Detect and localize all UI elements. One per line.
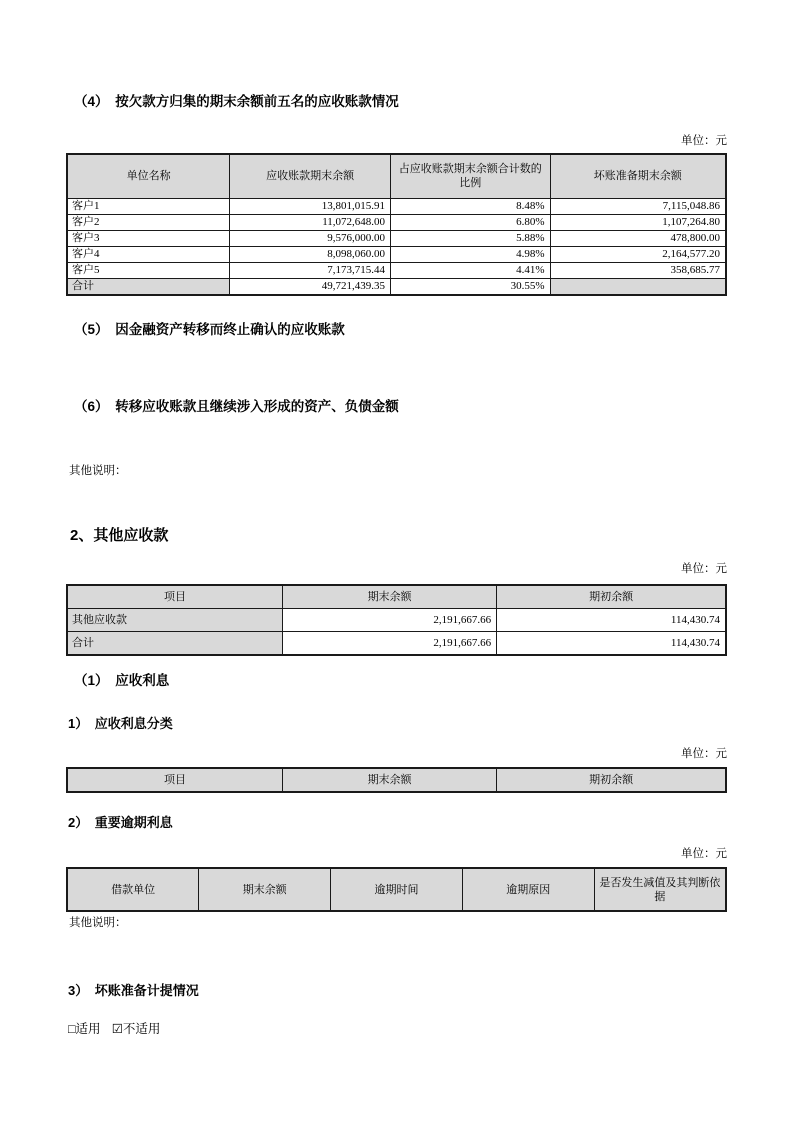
cell-total-balance: 49,721,439.35 <box>230 278 391 295</box>
cell-ratio: 5.88% <box>391 230 550 246</box>
cell-item: 其他应收款 <box>67 609 282 632</box>
section-heading-other-receivables: 2、其他应收款 <box>70 526 169 544</box>
header-ending-balance: 期末余额 <box>282 768 496 792</box>
cell-total-ratio: 30.55% <box>391 278 550 295</box>
table-row <box>67 262 726 278</box>
table-row <box>67 246 726 262</box>
cell-balance: 7,173,715.44 <box>230 262 391 278</box>
section-heading-6: （6） 转移应收账款且继续涉入形成的资产、负债金额 <box>74 398 399 414</box>
cell-customer: 客户5 <box>67 262 230 278</box>
top5-receivables-table <box>66 153 727 296</box>
header-beginning-balance: 期初余额 <box>497 768 726 792</box>
interest-classification-table <box>66 767 727 793</box>
header-overdue-reason: 逾期原因 <box>462 868 594 911</box>
unit-label: 单位：元 <box>681 848 727 860</box>
header-ending-balance: 期末余额 <box>199 868 331 911</box>
section-heading-interest-classification: 1） 应收利息分类 <box>68 716 173 731</box>
section-heading-bad-debt-provision: 3） 坏账准备计提情况 <box>68 983 199 998</box>
header-bad-debt-provision: 坏账准备期末余额 <box>550 154 726 198</box>
header-unit-name: 单位名称 <box>67 154 230 198</box>
cell-beginning: 114,430.74 <box>497 609 726 632</box>
header-beginning-balance: 期初余额 <box>497 585 726 609</box>
header-borrower: 借款单位 <box>67 868 199 911</box>
cell-balance: 13,801,015.91 <box>230 198 391 214</box>
cell-ending: 2,191,667.66 <box>282 609 496 632</box>
table-row <box>67 230 726 246</box>
overdue-interest-table <box>66 867 727 912</box>
section-heading-4: （4） 按欠款方归集的期末余额前五名的应收账款情况 <box>74 94 399 109</box>
cell-total-label: 合计 <box>67 632 282 656</box>
cell-provision: 358,685.77 <box>550 262 726 278</box>
cell-provision: 7,115,048.86 <box>550 198 726 214</box>
header-impairment-judgement: 是否发生减值及其判断依据 <box>594 868 726 911</box>
unit-label: 单位：元 <box>681 562 727 575</box>
checkbox-not-applicable-checked: ☑不适用 <box>111 1022 161 1036</box>
cell-ratio: 4.41% <box>391 262 550 278</box>
cell-provision: 1,107,264.80 <box>550 214 726 230</box>
header-ending-balance: 期末余额 <box>282 585 496 609</box>
cell-balance: 9,576,000.00 <box>230 230 391 246</box>
cell-ratio: 4.98% <box>391 246 550 262</box>
table-total-row <box>67 632 726 656</box>
cell-total-label: 合计 <box>67 278 230 295</box>
header-item: 项目 <box>67 768 282 792</box>
other-note-label: 其他说明： <box>69 917 127 929</box>
unit-label: 单位：元 <box>681 135 727 147</box>
section-heading-overdue-interest: 2） 重要逾期利息 <box>68 815 173 830</box>
cell-provision: 2,164,577.20 <box>550 246 726 262</box>
table-total-row <box>67 278 726 295</box>
table-header-row <box>67 868 726 911</box>
other-receivables-table <box>66 584 727 657</box>
checkbox-applicable: □适用 <box>68 1022 101 1036</box>
cell-balance: 11,072,648.00 <box>230 214 391 230</box>
unit-label: 单位：元 <box>681 748 727 760</box>
cell-provision: 478,800.00 <box>550 230 726 246</box>
section-heading-5: （5） 因金融资产转移而终止确认的应收账款 <box>74 321 345 337</box>
cell-ratio: 6.80% <box>391 214 550 230</box>
header-item: 项目 <box>67 585 282 609</box>
cell-ending: 2,191,667.66 <box>282 632 496 656</box>
table-header-row <box>67 585 726 609</box>
table-row <box>67 609 726 632</box>
cell-beginning: 114,430.74 <box>497 632 726 656</box>
cell-customer: 客户4 <box>67 246 230 262</box>
cell-customer: 客户2 <box>67 214 230 230</box>
cell-ratio: 8.48% <box>391 198 550 214</box>
table-header-row <box>67 154 726 198</box>
cell-customer: 客户1 <box>67 198 230 214</box>
other-note-label: 其他说明： <box>69 464 127 477</box>
header-ending-balance: 应收账款期末余额 <box>230 154 391 198</box>
table-row <box>67 214 726 230</box>
header-overdue-time: 逾期时间 <box>331 868 463 911</box>
table-header-row <box>67 768 726 792</box>
applicability-row <box>66 1021 727 1037</box>
header-ratio: 占应收账款期末余额合计数的比例 <box>391 154 550 198</box>
cell-customer: 客户3 <box>67 230 230 246</box>
cell-balance: 8,098,060.00 <box>230 246 391 262</box>
table-row <box>67 198 726 214</box>
section-heading-interest-receivable: （1） 应收利息 <box>74 673 170 688</box>
cell-total-provision <box>550 278 726 295</box>
